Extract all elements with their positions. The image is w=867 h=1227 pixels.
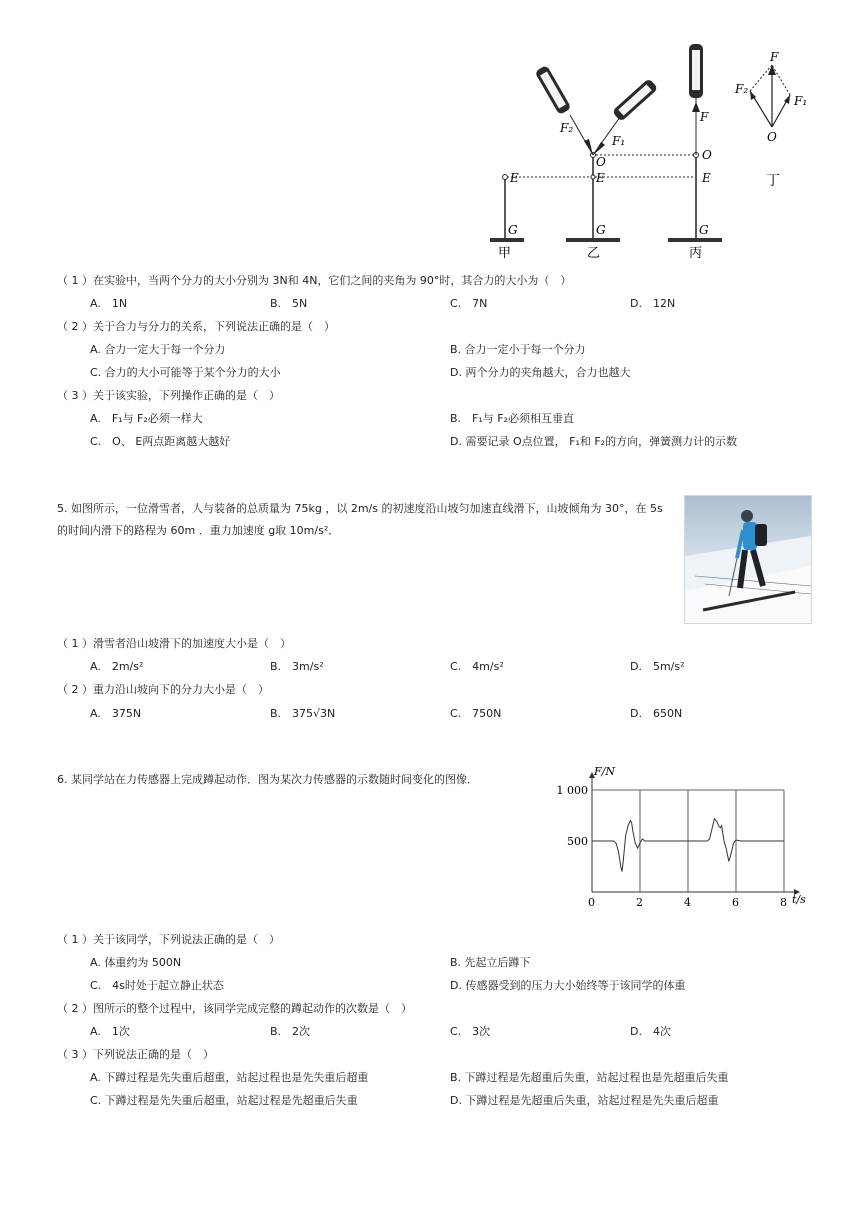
q5-sub1-stem: （ 1 ）滑雪者沿山坡滑下的加速度大小是（ ） [57,637,291,650]
label-ding: 丁 [766,173,780,189]
label-F-ding: F [770,50,779,64]
q5-sub2-option-c[interactable]: C. 750N [450,707,502,720]
q5-sub2-option-d[interactable]: D. 650N [630,707,683,720]
q4-sub3-stem: （ 3 ）关于该实验，下列操作正确的是（ ） [57,389,280,402]
q4-sub1-option-d[interactable]: D. 12N [630,297,676,310]
q5-sub1-option-d[interactable]: D. 5m/s² [630,660,685,673]
y-tick-label-500: 500 [567,835,588,848]
q6-sub3-option-a[interactable]: A. 下蹲过程是先失重后超重，站起过程也是先失重后超重 [90,1071,369,1084]
q4-sub2-option-a[interactable]: A. 合力一定大于每一个分力 [90,343,226,356]
label-G-yi: G [596,223,606,237]
label-O-ding: O [767,130,777,144]
q4-sub2-option-b[interactable]: B. 合力一定小于每一个分力 [450,343,586,356]
label-E-jia: E [510,171,519,185]
label-F2-ding: F₂ [735,82,749,96]
q5-sub2-option-b[interactable]: B. 375√3N [270,707,336,720]
q5-sub2-stem: （ 2 ）重力沿山坡向下的分力大小是（ ） [57,683,269,696]
q4-sub3-option-b[interactable]: B. F₁与 F₂必须相互垂直 [450,412,575,425]
q6-sub3-option-c[interactable]: C. 下蹲过程是先失重后超重，站起过程是先超重后失重 [90,1094,358,1107]
label-F-bing: F [700,110,709,124]
x-tick-label-8: 8 [780,896,787,909]
label-G-jia: G [508,223,518,237]
q6-sub2-option-d[interactable]: D. 4次 [630,1025,671,1038]
q6-sub3-stem: （ 3 ）下列说法正确的是（ ） [57,1048,214,1061]
q4-sub1-option-c[interactable]: C. 7N [450,297,488,310]
q5-stem-line1: 5. 如图所示，一位滑雪者，人与装备的总质量为 75kg ，以 2m/s 的初速度沿山坡匀加速直线滑下，山坡倾角为 30°，在 5s [57,502,663,515]
label-jia: 甲 [498,246,512,261]
label-E-bing: E [702,171,711,185]
q4-sub3-option-c[interactable]: C. O、 E两点距离越大越好 [90,435,231,448]
q6-sub1-option-c[interactable]: C. 4s时处于起立静止状态 [90,979,224,992]
label-O-bing: O [702,148,712,162]
x-tick-label-2: 2 [636,896,643,909]
q6-sub3-option-b[interactable]: B. 下蹲过程是先超重后失重，站起过程也是先超重后失重 [450,1071,729,1084]
q4-sub2-option-c[interactable]: C. 合力的大小可能等于某个分力的大小 [90,366,281,379]
q4-sub3-option-a[interactable]: A. F₁与 F₂必须一样大 [90,412,203,425]
label-F2: F₂ [560,121,574,135]
x-tick-label-6: 6 [732,896,739,909]
q6-sub1-stem: （ 1 ）关于该同学，下列说法正确的是（ ） [57,933,280,946]
q6-sub1-option-a[interactable]: A. 体重约为 500N [90,956,182,969]
q5-stem-line2: 的时间内滑下的路程为 60m ．重力加速度 g取 10m/s²． [57,524,340,537]
q4-sub1-stem: （ 1 ）在实验中，当两个分力的大小分别为 3N和 4N，它们之间的夹角为 90°时，其合力的大小为（ ） [57,274,572,287]
q6-sub2-option-b[interactable]: B. 2次 [270,1025,311,1038]
x-tick-label-4: 4 [684,896,691,909]
x-tick-label-0: 0 [588,896,595,909]
skier-photo [684,495,812,624]
q4-sub2-stem: （ 2 ）关于合力与分力的关系，下列说法正确的是（ ） [57,320,335,333]
chart-ylabel: F/N [594,765,615,778]
q6-sub1-option-d[interactable]: D. 传感器受到的压力大小始终等于该同学的体重 [450,979,686,992]
y-tick-label-1000: 1 000 [556,784,588,797]
q6-sub2-option-a[interactable]: A. 1次 [90,1025,130,1038]
label-G-bing: G [699,223,709,237]
q6-sub3-option-d[interactable]: D. 下蹲过程是先超重后失重，站起过程是先失重后超重 [450,1094,719,1107]
q4-sub2-option-d[interactable]: D. 两个分力的夹角越大，合力也越大 [450,366,631,379]
q6-sub2-stem: （ 2 ）图所示的整个过程中，该同学完成完整的蹲起动作的次数是（ ） [57,1002,412,1015]
label-F1-ding: F₁ [794,94,808,108]
q4-sub3-option-d[interactable]: D. 需要记录 O点位置， F₁和 F₂的方向，弹簧测力计的示数 [450,435,738,448]
label-E-yi: E [596,171,605,185]
q6-stem: 6. 某同学站在力传感器上完成蹲起动作．图为某次力传感器的示数随时间变化的图像． [57,773,478,786]
chart-xlabel: t/s [792,893,806,906]
force-time-chart [540,760,810,910]
q5-sub1-option-c[interactable]: C. 4m/s² [450,660,504,673]
label-yi: 乙 [587,246,601,261]
label-F1: F₁ [612,134,626,148]
q5-sub1-option-a[interactable]: A. 2m/s² [90,660,144,673]
q4-sub1-option-b[interactable]: B. 5N [270,297,308,310]
q5-sub1-option-b[interactable]: B. 3m/s² [270,660,324,673]
q4-sub1-option-a[interactable]: A. 1N [90,297,128,310]
q6-sub2-option-c[interactable]: C. 3次 [450,1025,491,1038]
label-O-yi: O [596,155,606,169]
label-bing: 丙 [689,246,703,261]
q6-sub1-option-b[interactable]: B. 先起立后蹲下 [450,956,531,969]
q5-sub2-option-a[interactable]: A. 375N [90,707,142,720]
force-experiment-figure [480,35,825,263]
